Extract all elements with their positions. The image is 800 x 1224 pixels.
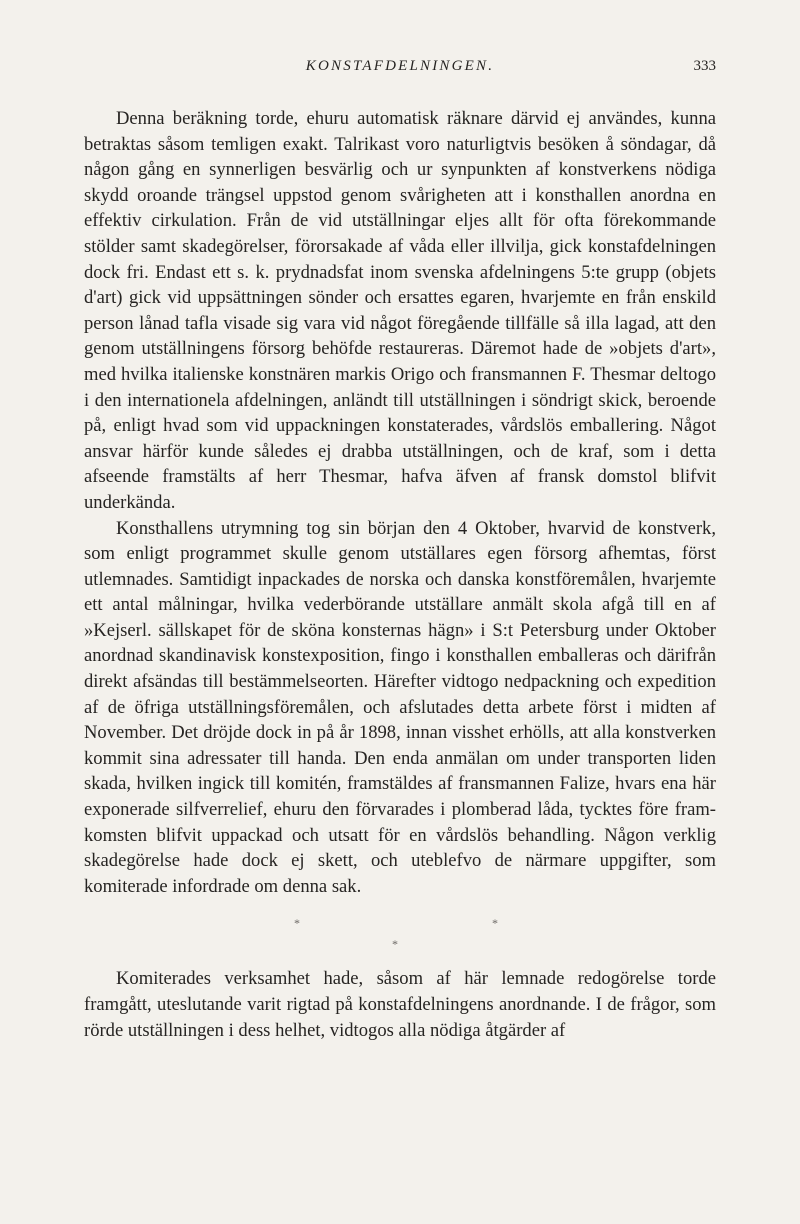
paragraph-3: Komiterades verksamhet hade, såsom af här lemnade redogörelse torde framgått, uteslutande varit rigtad på konstafdelningens anordnande. I de frågor, som rörde utställningen i dess helhet, vidtogos alla nödiga åtgärder af [84, 968, 716, 1041]
section-separator [84, 907, 716, 958]
page-number: 333 [693, 58, 716, 74]
asterisk-left: * [294, 916, 300, 931]
paragraph-1: Denna beräkning torde, ehuru automatisk räknare därvid ej användes, kunna betraktas såsom temligen exakt. Talrikast voro naturligtvis besöken å söndagar, då någon gång en synnerligen besvärlig och ur synpunkten af konstverkens nödiga skydd oroande trängsel uppstod genom svårigheten att i konsthallen anordna en effektiv cirkulation. Från de vid utställningar eljes allt för ofta förekommande stölder samt skadegörelser, förorsakade af våda eller illvilja, gick konstafdelningen dock fri. Endast ett s. k. prydnadsfat inom svenska afdelningens 5:te grupp (objets d'art) gick vid uppsättningen sönder och ersattes egaren, hvarjemte en från enskild person lånad tafla visade sig vara vid något föregående tillfälle så illa lagad, att den genom utställningens försorg behöfde restaureras. Däremot hade de »objets d'art», med hvilka italienske konstnären markis Origo och fransmannen F. Thesmar deltogo i den internationela afdelningen, anländt till utställningen i söndrigt skick, beroende på, enligt hvad som vid uppackningen konstaterades, vårdslös emballering. Något ansvar härför kunde således ej drabba utställningen, och de kraf, som i detta afseende framstälts af herr Thesmar, hafva äfven af fransk domstol blifvit underkända. [84, 108, 716, 513]
asterisk-right: * [492, 916, 498, 931]
paragraph-2: Konsthallens utrymning tog sin början den 4 Oktober, hvarvid de konstverk, som enligt programmet skulle genom utställares egen försorg afhemtas, först utlemnades. Samtidigt inpackades de norska och danska konstföremålen, hvarjemte ett antal målningar, hvilka vederbörande utställare anmält skola afgå till en af »Kejserl. sällskapet för de sköna konsternas hägn» i S:t Petersburg under Oktober anordnad skandinavisk konstexposition, fingo i konsthallen emballeras och därifrån direkt afsändas till bestämmelseorten. Härefter vidtogo nedpackning och expedition af de öfriga utställningsföremålen, och afslutades detta arbete först i midten af November. Det dröjde dock in på år 1898, innan visshet erhölls, att alla konstverken kommit sina adressater till handa. Den enda anmälan om under transporten liden skada, hvilken ingick till komitén, framstäldes af fransmannen Falize, hvars ena här exponerade silfverrelief, ehuru den förvarades i plomberad låda, tycktes före framkomsten blifvit uppackad och utsatt för en vårdslös behandling. Någon verklig skadegörelse hade dock ej skett, och uteblefvo de närmare uppgifter, som komiterade infordrade om denna sak. [84, 517, 716, 897]
page-header [84, 58, 716, 82]
body-text [84, 106, 716, 1043]
running-head: KONSTAFDELNINGEN. [305, 58, 495, 74]
asterisk-center: * [392, 937, 398, 952]
